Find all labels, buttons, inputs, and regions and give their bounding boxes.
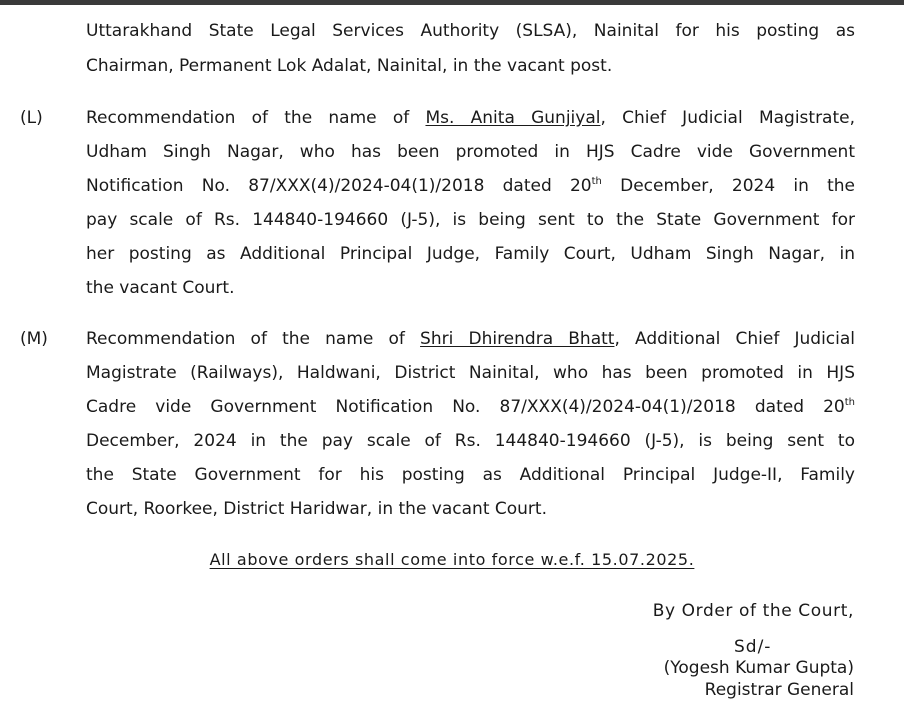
- item-l-line-6: the vacant Court.: [86, 278, 235, 298]
- item-m-line-2: Magistrate (Railways), Haldwani, District Nainital, who has been promoted in HJS: [86, 363, 855, 383]
- item-l-line-4: pay scale of Rs. 144840-194660 (J-5), is being sent to the State Government for: [86, 210, 855, 230]
- effective-date-note: All above orders shall come into force w.e.f. 15.07.2025.: [209, 550, 695, 569]
- item-m-text: Cadre vide Government Notification No. 87/XXX(4)/2024-04(1)/2018 dated 20: [86, 397, 845, 417]
- item-l-text: Notification No. 87/XXX(4)/2024-04(1)/2018 dated 20: [86, 176, 592, 196]
- sd-mark: Sd/-: [734, 637, 772, 657]
- item-m-line-6: Court, Roorkee, District Haridwar, in the vacant Court.: [86, 499, 547, 519]
- item-m-line-1: [86, 328, 855, 350]
- item-l-text: December, 2024 in the: [601, 176, 855, 196]
- item-m-text: Recommendation of the name of: [86, 329, 421, 349]
- officer-name-dhirendra: Shri Dhirendra Bhatt: [420, 329, 615, 349]
- officer-name-anita: Ms. Anita Gunjiyal: [425, 108, 601, 128]
- signatory-designation: Registrar General: [704, 680, 854, 700]
- item-m-line-3: [86, 396, 855, 418]
- item-m-label: (M): [20, 329, 48, 349]
- superscript: th: [844, 397, 855, 408]
- by-order-line: By Order of the Court,: [652, 601, 854, 621]
- item-m-line-4: December, 2024 in the pay scale of Rs. 144840-194660 (J-5), is being sent to: [86, 431, 855, 451]
- item-l-line-3: [86, 175, 855, 197]
- item-m-line-5: the State Government for his posting as Additional Principal Judge-II, Family: [86, 465, 855, 485]
- intro-line-1: Uttarakhand State Legal Services Authority (SLSA), Nainital for his posting as: [86, 21, 855, 41]
- item-l-text: , Chief Judicial Magistrate,: [600, 108, 855, 128]
- item-l-text: Recommendation of the name of: [86, 108, 426, 128]
- item-l-line-2: Udham Singh Nagar, who has been promoted in HJS Cadre vide Government: [86, 142, 855, 162]
- item-l-line-5: her posting as Additional Principal Judge, Family Court, Udham Singh Nagar, in: [86, 244, 855, 264]
- signatory-name: (Yogesh Kumar Gupta): [663, 658, 854, 678]
- top-border: [0, 0, 904, 5]
- item-m-text: , Additional Chief Judicial: [614, 329, 856, 349]
- superscript: th: [591, 176, 602, 187]
- item-l-line-1: [86, 107, 855, 129]
- intro-line-2: Chairman, Permanent Lok Adalat, Nainital, in the vacant post.: [86, 56, 613, 76]
- item-l-label: (L): [20, 108, 43, 128]
